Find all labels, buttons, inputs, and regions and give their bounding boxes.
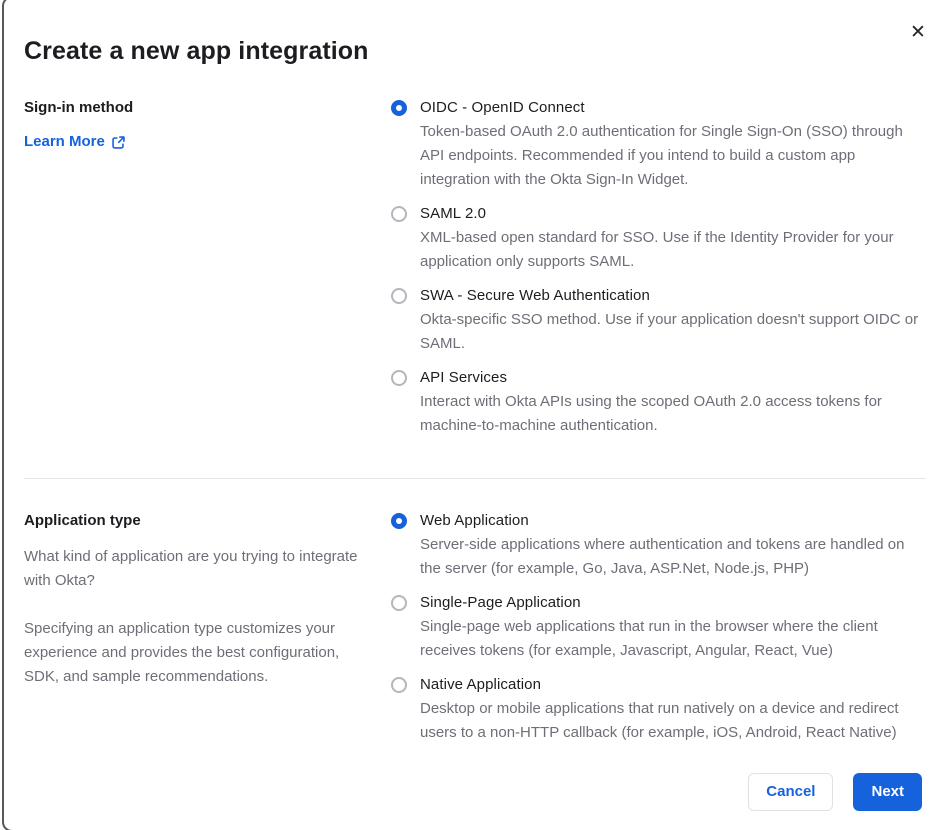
radio-option-label: API Services: [420, 369, 508, 386]
radio-api-services[interactable]: [391, 370, 407, 386]
radio-option-single-page-application[interactable]: [391, 591, 926, 663]
radio-option-label: Web Application: [420, 512, 529, 529]
radio-web-application[interactable]: [391, 513, 407, 529]
signin-method-section: [24, 96, 926, 438]
application-type-left-col: [24, 509, 367, 745]
radio-option-swa[interactable]: [391, 284, 926, 356]
radio-option-saml[interactable]: [391, 202, 926, 274]
application-type-intro: What kind of application are you trying to integrate with Okta?: [24, 548, 358, 589]
signin-method-label: Sign-in method: [24, 99, 134, 116]
radio-saml[interactable]: [391, 206, 407, 222]
radio-option-label: OIDC - OpenID Connect: [420, 99, 585, 116]
radio-option-native-application[interactable]: [391, 673, 926, 745]
dialog-title: Create a new app integration: [24, 37, 369, 65]
external-link-icon: [111, 135, 126, 150]
learn-more-label: Learn More: [24, 133, 105, 150]
application-type-section: [24, 509, 926, 745]
radio-option-label: Single-Page Application: [420, 594, 581, 611]
radio-native-application[interactable]: [391, 677, 407, 693]
radio-option-description: Okta-specific SSO method. Use if your application doesn't support OIDC or SAML.: [420, 311, 919, 352]
close-icon[interactable]: ✕: [906, 20, 930, 44]
radio-option-description: Server-side applications where authentication and tokens are handled on the server (for example, Go, Java, ASP.Net, Node.js, PHP): [420, 536, 905, 577]
radio-option-web-application[interactable]: [391, 509, 926, 581]
next-button[interactable]: Next: [853, 773, 922, 811]
radio-option-description: Single-page web applications that run in the browser where the client receives tokens (for example, Javascript, Angular, React, Vue): [420, 618, 878, 659]
radio-option-description: XML-based open standard for SSO. Use if the Identity Provider for your application only supports SAML.: [420, 229, 894, 270]
radio-option-api-services[interactable]: [391, 366, 926, 438]
radio-option-oidc[interactable]: [391, 96, 926, 192]
section-divider: [24, 478, 926, 479]
application-type-label: Application type: [24, 512, 141, 529]
radio-option-description: Interact with Okta APIs using the scoped OAuth 2.0 access tokens for machine-to-machine authentication.: [420, 393, 882, 434]
application-type-detail: Specifying an application type customizes your experience and provides the best configuration, SDK, and sample recommendations.: [24, 620, 340, 685]
radio-option-label: SWA - Secure Web Authentication: [420, 287, 650, 304]
signin-method-left-col: [24, 96, 367, 438]
radio-option-description: Desktop or mobile applications that run natively on a device and redirect users to a non-HTTP callback (for example, iOS, Android, React Native): [420, 700, 899, 741]
radio-swa[interactable]: [391, 288, 407, 304]
application-type-options: [391, 509, 926, 745]
radio-oidc[interactable]: [391, 100, 407, 116]
signin-method-options: [391, 96, 926, 438]
radio-option-description: Token-based OAuth 2.0 authentication for Single Sign-On (SSO) through API endpoints. Recommended if you intend to build a custom app integration with the Okta Sign-In Widget.: [420, 123, 903, 188]
dialog-footer: [24, 773, 926, 811]
radio-option-label: SAML 2.0: [420, 205, 487, 222]
learn-more-link[interactable]: [24, 130, 126, 154]
cancel-button[interactable]: Cancel: [748, 773, 833, 811]
radio-option-label: Native Application: [420, 676, 542, 693]
radio-single-page-application[interactable]: [391, 595, 407, 611]
